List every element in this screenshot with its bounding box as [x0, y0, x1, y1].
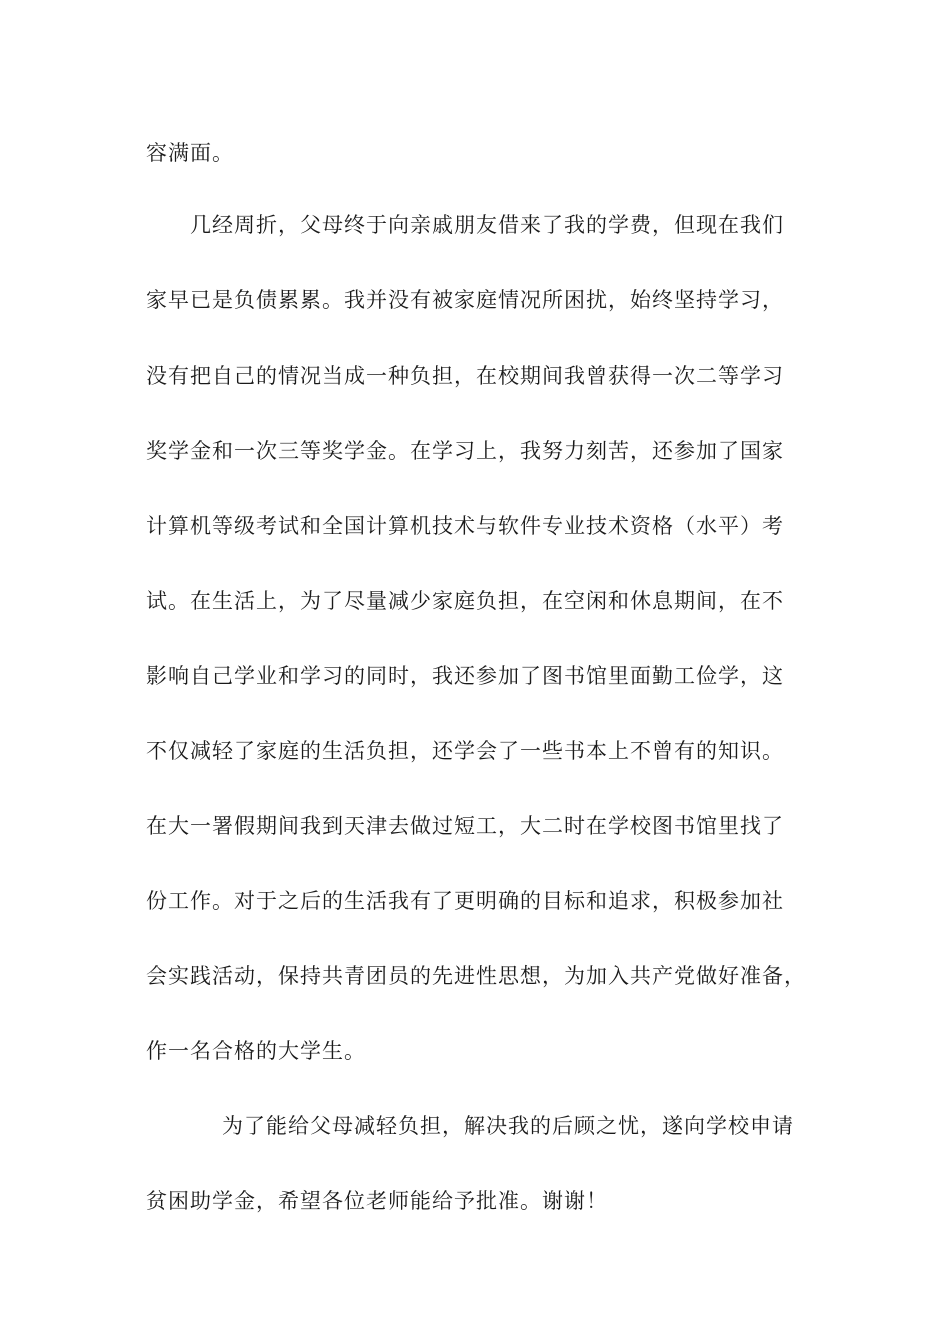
text-line: 在大一署假期间我到天津去做过短工，大二时在学校图书馆里找了: [146, 814, 784, 838]
text-line: 份工作。对于之后的生活我有了更明确的目标和追求，积极参加社: [146, 889, 784, 913]
text-line: 奖学金和一次三等奖学金。在学习上，我努力刻苦，还参加了国家: [146, 439, 784, 463]
text-line: 没有把自己的情况当成一种负担，在校期间我曾获得一次二等学习: [146, 364, 784, 388]
text-line: 作一名合格的大学生。: [146, 1039, 366, 1063]
text-line: 会实践活动，保持共青团员的先进性思想，为加入共产党做好准备，: [146, 964, 806, 988]
text-line: 计算机等级考试和全国计算机技术与软件专业技术资格（水平）考: [146, 514, 784, 538]
text-line: 不仅减轻了家庭的生活负担，还学会了一些书本上不曾有的知识。: [146, 739, 784, 763]
text-line: 影响自己学业和学习的同时，我还参加了图书馆里面勤工俭学，这: [146, 664, 784, 688]
text-line: 家早已是负债累累。我并没有被家庭情况所困扰，始终坚持学习，: [146, 288, 784, 312]
text-line: 为了能给父母减轻负担，解决我的后顾之忧，遂向学校申请: [222, 1114, 794, 1138]
text-line: 试。在生活上，为了尽量减少家庭负担，在空闲和休息期间，在不: [146, 589, 784, 613]
text-line: 几经周折，父母终于向亲戚朋友借来了我的学费，但现在我们: [190, 213, 784, 237]
text-line: 贫困助学金，希望各位老师能给予批准。谢谢！: [146, 1189, 608, 1213]
text-line: 容满面。: [146, 141, 234, 165]
